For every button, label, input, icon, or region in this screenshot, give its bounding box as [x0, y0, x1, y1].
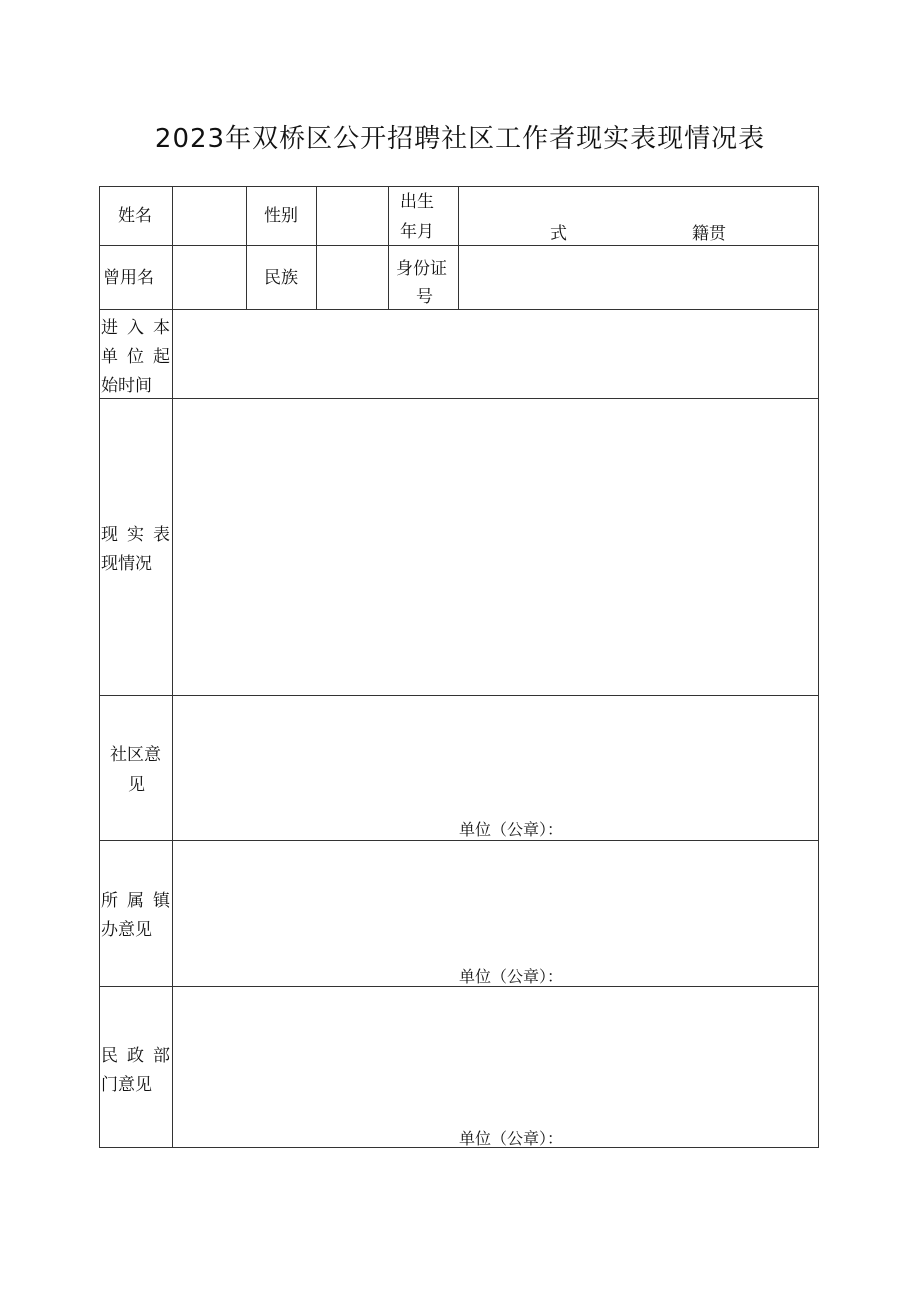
civil-affairs-opinion-label-line2: 门意见: [101, 1075, 152, 1095]
row-divider: [100, 695, 818, 696]
row-divider: [100, 840, 818, 841]
id-label-line1: 身份证: [396, 259, 447, 279]
id-label-line2: 号: [416, 287, 433, 307]
town-seal-label: 单位（公章）：: [459, 967, 564, 986]
performance-label-line2: 现情况: [101, 554, 152, 574]
native-label-right: 籍贯: [692, 224, 726, 244]
name-value-cell[interactable]: [174, 188, 244, 244]
birth-label-line2: 年月: [400, 222, 434, 242]
start-time-value-cell[interactable]: [174, 311, 816, 397]
start-time-label-line3: 始时间: [101, 376, 152, 396]
civil-affairs-opinion-value-cell[interactable]: [174, 988, 816, 1146]
community-opinion-label-line2: 见: [128, 775, 145, 795]
former-name-value-cell[interactable]: [174, 247, 244, 308]
birth-label-line1: 出生: [400, 192, 434, 212]
page-title: 2023年双桥区公开招聘社区工作者现实表现情况表: [154, 124, 766, 154]
col-divider: [316, 187, 317, 309]
civil-affairs-opinion-label-line1: 民政部: [101, 1046, 179, 1066]
ethnicity-value-cell[interactable]: [318, 247, 386, 308]
ethnicity-label: 民族: [264, 268, 298, 288]
community-seal-label: 单位（公章）：: [459, 820, 564, 839]
former-name-label: 曾用名: [103, 268, 154, 288]
performance-label-line1: 现实表: [101, 525, 179, 545]
row-divider: [100, 398, 818, 399]
id-number-value-cell[interactable]: [460, 247, 816, 308]
gender-value-cell[interactable]: [318, 188, 386, 244]
town-opinion-label-line2: 办意见: [101, 920, 152, 940]
town-opinion-label-line1: 所属镇: [101, 891, 179, 911]
col-divider: [388, 187, 389, 309]
name-label: 姓名: [118, 206, 152, 226]
performance-value-cell[interactable]: [174, 400, 816, 694]
row-divider: [100, 245, 818, 246]
start-time-label-line2: 单位起: [101, 347, 179, 367]
col-divider: [458, 187, 459, 309]
native-label-left: 式: [550, 224, 567, 244]
gender-label: 性别: [264, 206, 298, 226]
community-opinion-label-line1: 社区意: [110, 745, 161, 765]
civil-affairs-seal-label: 单位（公章）：: [459, 1129, 564, 1148]
form-table: [99, 186, 819, 1148]
start-time-label-line1: 进入本: [101, 318, 179, 338]
row-divider: [100, 309, 818, 310]
col-divider: [246, 187, 247, 309]
